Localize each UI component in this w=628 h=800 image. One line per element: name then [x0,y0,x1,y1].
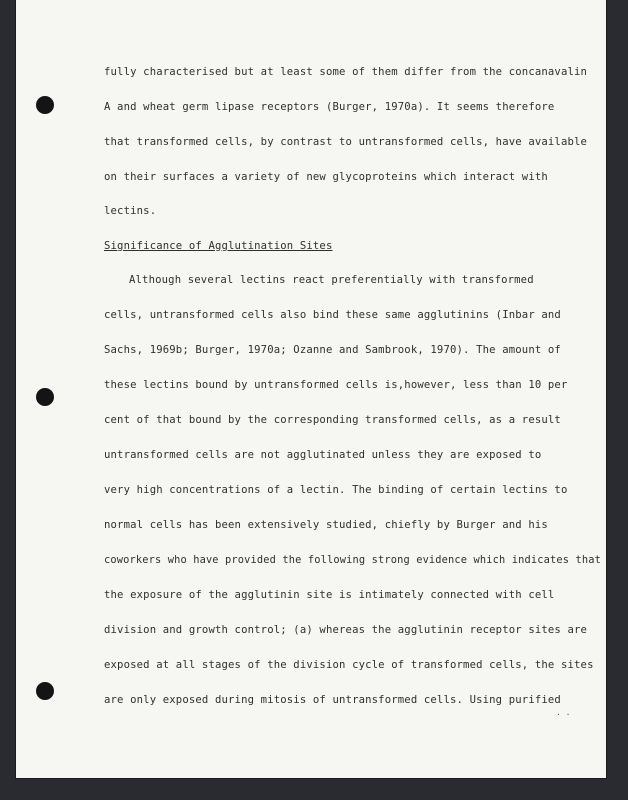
text-line: coworkers who have provided the following strong evidence which indicates that [104,554,601,566]
paper-specks: · · [556,710,571,719]
text-line: untransformed cells are not agglutinated unless they are exposed to [104,449,542,461]
punch-hole [36,388,54,406]
text-line: A and wheat germ lipase receptors (Burger, 1970a). It seems therefore [104,101,555,113]
section-heading: Significance of Agglutination Sites [104,240,333,252]
text-line: Sachs, 1969b; Burger, 1970a; Ozanne and Sambrook, 1970). The amount of [104,344,561,356]
text-line: exposed at all stages of the division cycle of transformed cells, the sites [104,659,594,671]
text-line: very high concentrations of a lectin. The binding of certain lectins to [104,484,568,496]
text-line: fully characterised but at least some of them differ from the concanavalin [104,66,588,78]
text-line: cells, untransformed cells also bind these same agglutinins (Inbar and [104,309,561,321]
text-line: Although several lectins react preferentially with transformed [129,274,534,286]
text-line: these lectins bound by untransformed cells is,however, less than 10 per [104,379,568,391]
text-line: on their surfaces a variety of new glycoproteins which interact with [104,171,548,183]
text-line: the exposure of the agglutinin site is intimately connected with cell [104,589,555,601]
text-line: that transformed cells, by contrast to untransformed cells, have available [104,136,588,148]
text-line: division and growth control; (a) whereas the agglutinin receptor sites are [104,624,588,636]
text-line: are only exposed during mitosis of untransformed cells. Using purified [104,694,561,706]
punch-hole [36,96,54,114]
text-line: normal cells has been extensively studied, chiefly by Burger and his [104,519,548,531]
punch-hole [36,682,54,700]
document-page [16,0,606,778]
text-line: cent of that bound by the corresponding transformed cells, as a result [104,414,561,426]
text-line: lectins. [104,205,157,217]
